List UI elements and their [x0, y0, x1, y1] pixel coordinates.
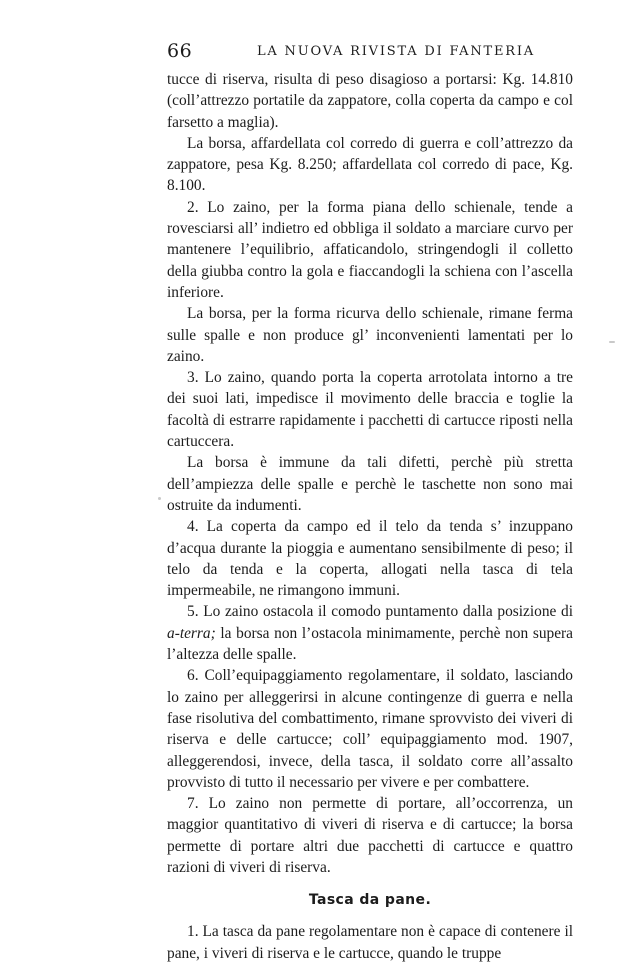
paragraph: 1. La tasca da pane regolamentare non è capace di contenere il pane, i viveri di riserva e le cartucce, quando le truppe [167, 923, 573, 962]
running-head: LA NUOVA RIVISTA DI FANTERIA [257, 44, 535, 59]
section-title: Tasca da pane. [308, 892, 432, 909]
paragraph: La borsa è immune da tali difetti, perchè più stretta dell’ampiezza delle spalle e perchè le taschette non sono mai ostruite da indumenti. [167, 454, 573, 514]
body-text [167, 69, 573, 964]
page-number: 66 [167, 40, 193, 62]
paragraph: 2. Lo zaino, per la forma piana dello schienale, tende a rovesciarsi all’ indietro ed obbliga il soldato a marciare curvo per mantenere l’equilibrio, affaticandolo, stringendogli il colletto della giubba contro la gola e fiaccandogli la schiena con l’ascella inferiore. [167, 198, 573, 301]
paragraph-text: la borsa non l’ostacola minimamente, perchè non supera l’altezza delle spalle. [167, 624, 573, 664]
paper-speck [609, 341, 615, 343]
paragraph [167, 601, 573, 665]
paragraph: 3. Lo zaino, quando porta la coperta arrotolata intorno a tre dei suoi lati, impedisce il movimento delle braccia e toglie la facoltà di estrarre rapidamente i pacchetti di cartucce riposti nella cartuccera. [167, 369, 573, 451]
italic-term: a-terra; [167, 624, 216, 642]
paragraph: tucce di riserva, risulta di peso disagioso a portarsi: Kg. 14.810 (coll’attrezzo portatile da zappatore, colla coperta da campo e col farsetto a maglia). [167, 71, 573, 131]
paragraph: La borsa, affardellata col corredo di guerra e coll’attrezzo da zappatore, pesa Kg. 8.250; affardellata col corredo di pace, Kg. 8.100. [167, 134, 573, 195]
paragraph: 7. Lo zaino non permette di portare, all’occorrenza, un maggior quantitativo di viveri di riserva e di cartucce; la borsa permette di portare altri due pacchetti di cartucce e quattro razioni di viveri di riserva. [167, 795, 573, 876]
paper-speck [158, 497, 161, 500]
paragraph-text: 5. Lo zaino ostacola il comodo puntamento dalla posizione di [187, 603, 573, 621]
paragraph: 4. La coperta da campo ed il telo da tenda s’ inzuppano d’acqua durante la pioggia e aumentano sensibilmente di peso; il telo da tenda e la coperta, allogati nella tasca di tela impermeabile, ne rimangono immuni. [167, 518, 573, 600]
paragraph: 6. Coll’equipaggiamento regolamentare, il soldato, lasciando lo zaino per alleggerirsi in alcune contingenze di guerra e nella fase risolutiva del combattimento, rimane sprovvisto dei viveri di riserva e delle cartucce; coll’ equipaggiamento mod. 1907, alleggerendosi, invece, della tasca, il soldato corre all’assalto provvisto di tutto il necessario per vivere e per combattere. [167, 667, 573, 791]
page-header [167, 40, 577, 64]
paragraph: La borsa, per la forma ricurva dello schienale, rimane ferma sulle spalle e non produce gl’ inconvenienti lamentati per lo zaino. [167, 305, 573, 365]
